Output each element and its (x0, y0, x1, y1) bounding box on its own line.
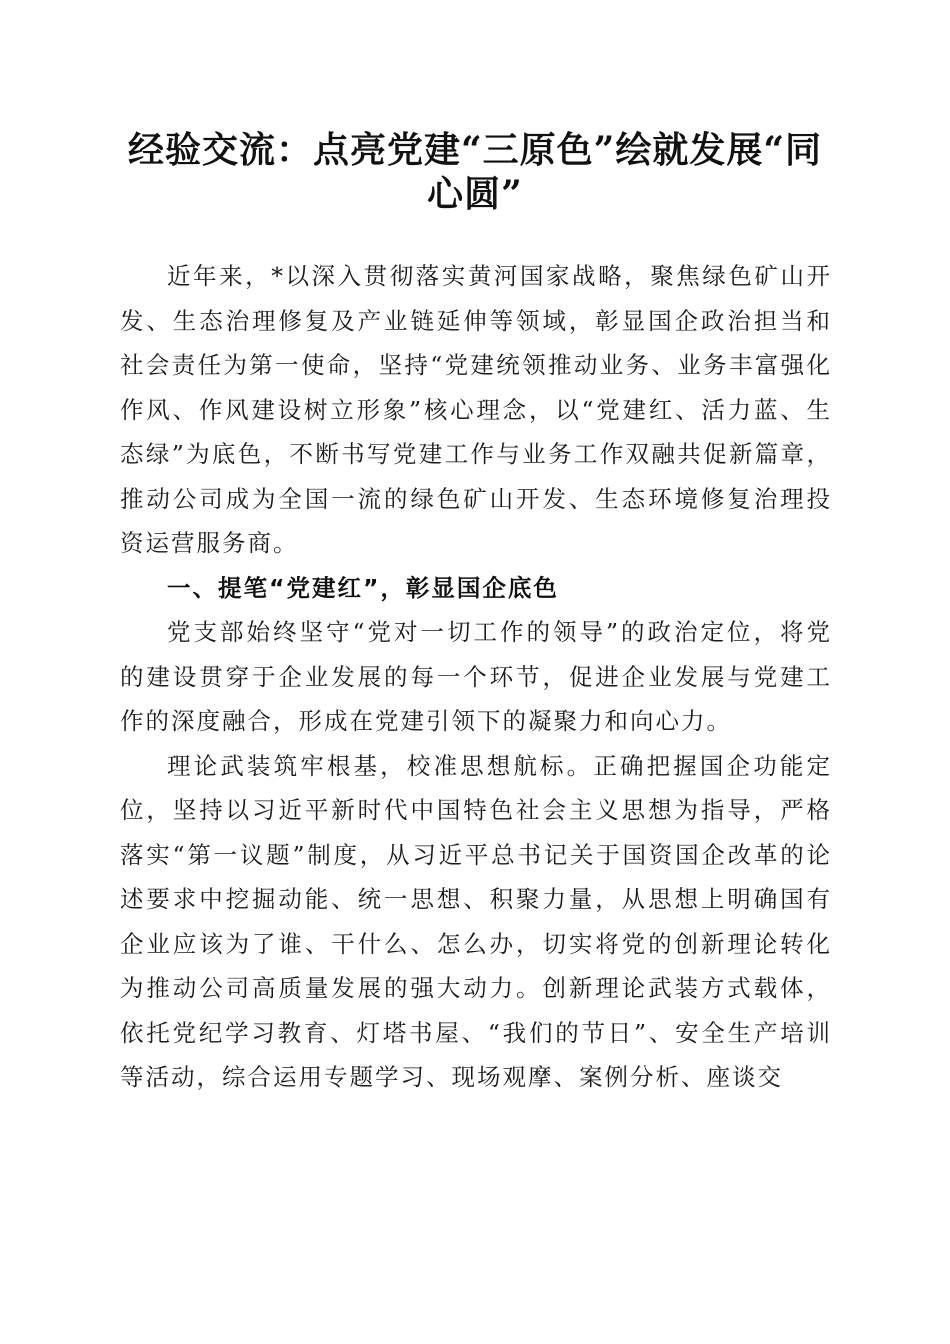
section-heading: 一、提笔“党建红”，彰显国企底色 (167, 573, 559, 602)
document-body (120, 254, 832, 1100)
body-paragraph: 党支部始终坚守“党对一切工作的领导”的政治定位，将党的建设贯穿于企业发展的每一个环节，促进企业发展与党建工作的深度融合，形成在党建引领下的凝聚力和向心力。 (120, 618, 832, 735)
intro-paragraph: 近年来，*以深入贯彻落实黄河国家战略，聚焦绿色矿山开发、生态治理修复及产业链延伸等领域，彰显国企政治担当和社会责任为第一使命，坚持“党建统领推动业务、业务丰富强化作风、作风建设树立形象”核心理念，以“党建红、活力蓝、生态绿”为底色，不断书写党建工作与业务工作双融共促新篇章，推动公司成为全国一流的绿色矿山开发、生态环境修复治理投资运营服务商。 (120, 262, 832, 557)
body-paragraph: 理论武装筑牢根基，校准思想航标。正确把握国企功能定位，坚持以习近平新时代中国特色社会主义思想为指导，严格落实“第一议题”制度，从习近平总书记关于国资国企改革的论述要求中挖掘动能、统一思想、积聚力量，从思想上明确国有企业应该为了谁、干什么、怎么办，切实将党的创新理论转化为推动公司高质量发展的强大动力。创新理论武装方式载体，依托党纪学习教育、灯塔书屋、“我们的节日”、安全生产培训等活动，综合运用专题学习、现场观摩、案例分析、座谈交 (120, 751, 832, 1091)
document-title: 经验交流：点亮党建“三原色”绘就发展“同心圆” (127, 129, 823, 215)
